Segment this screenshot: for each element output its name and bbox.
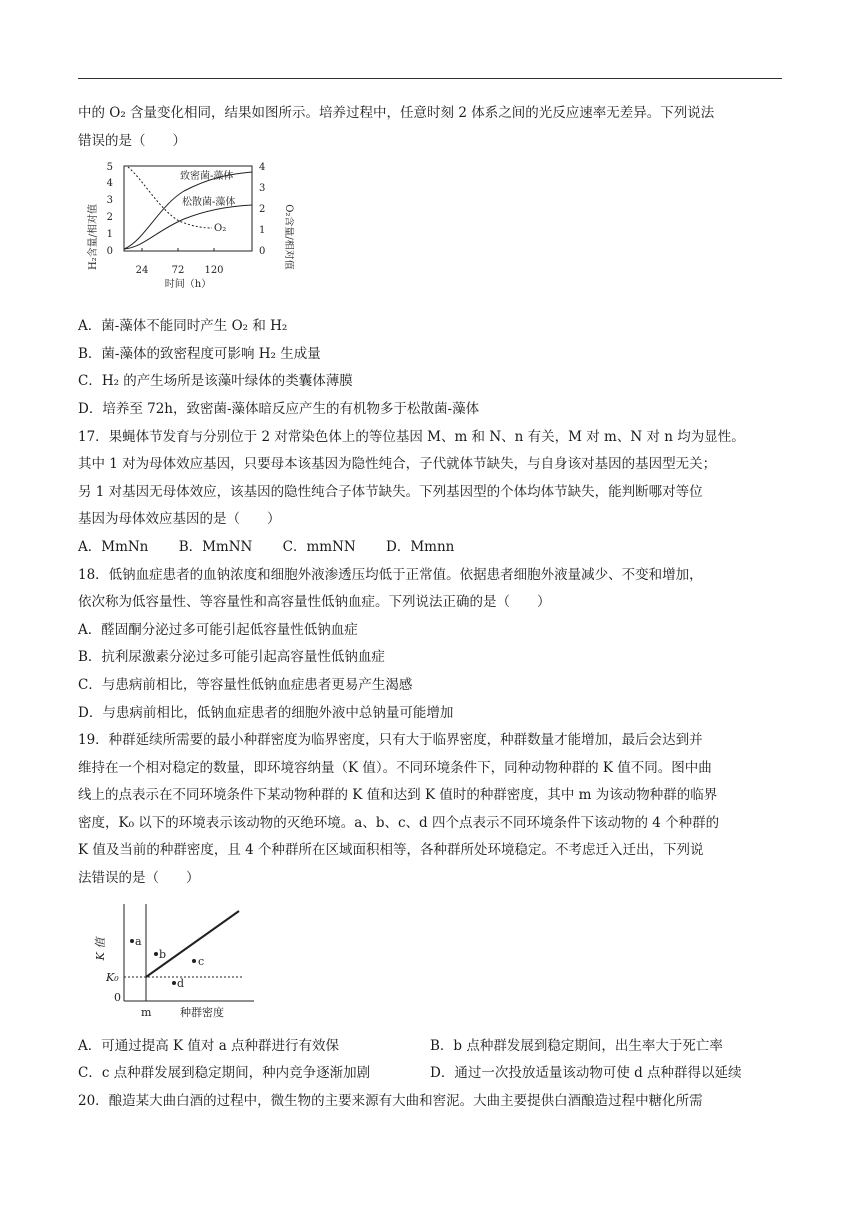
q19-option-c: C．c 点种群发展到稳定期间，种内竞争逐渐加剧 xyxy=(78,1065,371,1082)
loose-curve xyxy=(124,205,252,249)
y-left-tick: 4 xyxy=(106,178,113,190)
x-axis-label: 种群密度 xyxy=(180,1005,224,1019)
q17-stem-line: 17．果蝇体节发育与分别位于 2 对常染色体上的等位基因 M、m 和 N、n 有关，M 对 m、N 对 n 均为显性。 xyxy=(78,428,745,445)
point-c-label: c xyxy=(198,954,205,968)
q16-option-b: B．菌-藻体的致密程度可影响 H₂ 生成量 xyxy=(78,345,321,362)
y-right-tick: 0 xyxy=(259,246,266,258)
q17-option-b: B．MmNN xyxy=(178,538,253,555)
point-a-label: a xyxy=(135,934,142,948)
q18-stem-line: 依次称为低容量性、等容量性和高容量性低钠血症。下列说法正确的是（ ） xyxy=(78,594,551,611)
q17-stem-line: 其中 1 对为母体效应基因，只要母本该基因为隐性纯合，子代就体节缺失，与自身该对基因的基因型无关； xyxy=(78,456,717,473)
y-right-tick: 2 xyxy=(259,204,266,216)
figure-hydrogen-oxygen xyxy=(84,161,782,307)
q19-stem-line: K 值及当前的种群密度，且 4 个种群所在区域面积相等，各种群所处环境稳定。不考虑迁入迁出，下列说 xyxy=(78,842,704,859)
q19-stem-line: 法错误的是（ ） xyxy=(78,870,200,887)
q18-option-c: C．与患病前相比，等容量性低钠血症患者更易产生渴感 xyxy=(78,676,413,693)
y-left-tick: 0 xyxy=(106,246,113,258)
q18-stem-line: 18．低钠血症患者的血钠浓度和细胞外液渗透压均低于正常值。依据患者细胞外液量减少、不变和增加， xyxy=(78,566,703,583)
y-right-tick: 1 xyxy=(259,225,266,237)
origin-label: 0 xyxy=(114,990,121,1004)
q18-option-d: D．与患病前相比，低钠血症患者的细胞外液中总钠量可能增加 xyxy=(78,704,454,721)
curve-label-o2: O₂ xyxy=(214,223,227,235)
k-value-line xyxy=(146,911,239,977)
intro-line: 错误的是（ ） xyxy=(78,132,186,149)
y-left-label: H₂含量/相对值 xyxy=(88,204,99,271)
x-tick: 72 xyxy=(171,265,185,277)
q19-option-b: B．b 点种群发展到稳定期间，出生率大于死亡率 xyxy=(430,1037,723,1054)
q20-stem-line: 20．酿造某大曲白酒的过程中，微生物的主要来源有大曲和窖泥。大曲主要提供白酒酿造过程中糖化所需 xyxy=(78,1092,703,1109)
q17-stem-line: 基因为母体效应基因的是（ ） xyxy=(78,511,281,528)
intro-line: 中的 O₂ 含量变化相同，结果如图所示。培养过程中，任意时刻 2 体系之间的光反应速率无差异。下列说法 xyxy=(78,105,715,121)
q16-option-a: A．菌-藻体不能同时产生 O₂ 和 H₂ xyxy=(78,318,288,335)
q19-stem-line: 19．种群延续所需要的最小种群密度为临界密度，只有大于临界密度，种群数量才能增加，最后会达到并 xyxy=(78,732,703,749)
x-tick: 120 xyxy=(204,265,224,277)
y-left-tick: 3 xyxy=(106,195,113,207)
q19-options-row-2 xyxy=(78,1060,782,1088)
y-right-tick: 3 xyxy=(259,183,266,195)
dense-curve xyxy=(124,172,252,249)
page-content xyxy=(78,100,782,1115)
y-right-label: O₂含量/相对值 xyxy=(283,204,294,270)
q17-options xyxy=(78,534,782,562)
q17-option-a: A．MmNn xyxy=(78,538,149,555)
hydrogen-oxygen-chart xyxy=(84,161,294,307)
q17-stem-line: 另 1 对基因无母体效应，该基因的隐性纯合子体节缺失。下列基因型的个体均体节缺失，能判断哪对等位 xyxy=(78,483,703,500)
k0-label: K₀ xyxy=(106,970,119,984)
point-c xyxy=(192,959,196,963)
q16-option-d: D．培养至 72h，致密菌-藻体暗反应产生的有机物多于松散菌-藻体 xyxy=(78,400,480,417)
point-b xyxy=(154,952,158,956)
q19-stem-line: 维持在一个相对稳定的数量，即环境容纳量（K 值）。不同环境条件下，同种动物种群的 K 值不同。图中曲 xyxy=(78,759,712,776)
point-d xyxy=(172,981,176,985)
point-b-label: b xyxy=(159,947,167,961)
q18-option-a: A．醛固酮分泌过多可能引起低容量性低钠血症 xyxy=(78,621,358,638)
q19-stem-line: 密度，K₀ 以下的环境表示该动物的灭绝环境。a、b、c、d 四个点表示不同环境条件下该动物的 4 个种群的 xyxy=(78,814,720,831)
curve-label-dense: 致密菌-藻体 xyxy=(180,171,234,183)
curve-label-loose: 松散菌-藻体 xyxy=(182,197,236,209)
q19-option-a: A．可通过提高 K 值对 a 点种群进行有效保 xyxy=(78,1037,340,1054)
q17-option-d: D．Mmnn xyxy=(386,538,455,555)
point-d-label: d xyxy=(177,976,185,990)
y-left-tick: 5 xyxy=(106,162,113,174)
q18-option-b: B．抗利尿激素分泌过多可能引起高容量性低钠血症 xyxy=(78,649,385,666)
x-tick: 24 xyxy=(135,265,149,277)
q17-option-c: C．mmNN xyxy=(282,538,356,555)
y-axis-label: K 值 xyxy=(94,937,107,961)
y-right-tick: 4 xyxy=(259,162,266,174)
q19-option-d: D．通过一次投放适量该动物可使 d 点种群得以延续 xyxy=(430,1065,742,1082)
point-a xyxy=(130,939,134,943)
q16-option-c: C．H₂ 的产生场所是该藻叶绿体的类囊体薄膜 xyxy=(78,373,353,390)
header-rule xyxy=(78,78,782,79)
q19-stem-line: 线上的点表示在不同环境条件下某动物种群的 K 值和达到 K 值时的种群密度，其中 m 为该动物种群的临界 xyxy=(78,787,718,804)
m-label: m xyxy=(141,1005,152,1019)
figure-k-value xyxy=(84,899,782,1029)
y-left-tick: 2 xyxy=(106,212,113,224)
y-left-tick: 1 xyxy=(106,229,113,241)
x-axis-label: 时间（h） xyxy=(164,279,212,291)
k-value-diagram xyxy=(84,899,284,1029)
q19-options-row-1 xyxy=(78,1033,782,1061)
